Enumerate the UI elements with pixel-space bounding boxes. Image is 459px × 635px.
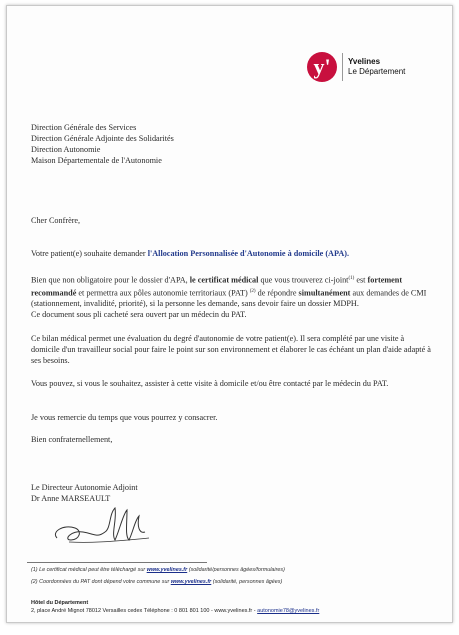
paragraph-2 (31, 273, 432, 320)
p2-bold: fortement recommandé (31, 275, 403, 298)
greeting: Cher Confrère, (31, 216, 81, 225)
closing: Bien confraternellement, (31, 435, 113, 444)
p2-text: que vous trouverez ci-joint (258, 275, 349, 285)
sender-line: Direction Autonomie (31, 145, 101, 154)
logo-line-2: Le Département (348, 67, 406, 76)
p1-text: Votre patient(e) souhaite demander (31, 249, 148, 258)
sender-line: Direction Générale des Services (31, 123, 137, 132)
p2-text: aux demandes de CMI (stationnement, invalidité, priorité), si la personne les demande, sans devoir faire un dossier MDPH. (31, 288, 427, 309)
p2-bold: le certificat médical (189, 275, 259, 285)
footnote-ref-2: (2) (249, 288, 256, 294)
p1-bold: l'Allocation Personnalisée d'Autonomie à domicile (APA). (147, 249, 350, 258)
logo-line-1: Yvelines (348, 57, 381, 66)
yvelines-logo (307, 52, 405, 82)
p2-bold: simultanément (298, 288, 351, 298)
footnote-ref-1: (1) (348, 276, 355, 281)
footer-address (31, 608, 319, 614)
footnote-2-link[interactable]: www.yvelines.fr (170, 579, 212, 585)
footnote-separator (27, 562, 207, 563)
footnote-2-text: (2) Coordonnées du PAT dont dépend votre commune sur (31, 579, 171, 585)
sender-block (31, 122, 432, 166)
paragraph-3: Ce bilan médical permet une évaluation du degré d'autonomie de votre patient(e). Il sera complété par une visite à domicile d'un travailleur social pour faire le point sur son environnement et élaborer le cas échéant un plan d'aide adapté à ses besoins. (31, 334, 431, 365)
footer-org: Hôtel du Département (31, 600, 89, 606)
yvelines-logo-icon (307, 52, 337, 82)
sender-line: Maison Départementale de l'Autonomie (31, 156, 162, 165)
logo-text (348, 57, 405, 77)
logo-mark-text: y' (313, 54, 331, 79)
handwritten-signature (49, 502, 159, 548)
paragraph-5: Je vous remercie du temps que vous pourrez y consacrer. (31, 413, 218, 422)
letter-page (6, 5, 453, 623)
footnote-1-text: (solidarité/personnes âgées/formulaires) (187, 567, 285, 573)
footnote-1-link[interactable]: www.yvelines.fr (146, 567, 188, 573)
p2-text: est (354, 275, 368, 285)
footnote-2-text: (solidarité, personnes âgées) (211, 579, 283, 585)
p2-text: Bien que non obligatoire pour le dossier d'APA, (31, 275, 190, 285)
p2-text: Ce document sous pli cacheté sera ouvert par un médecin du PAT. (31, 310, 247, 320)
signatory-title: Le Directeur Autonomie Adjoint (31, 483, 138, 492)
signatory-block (31, 482, 432, 504)
paragraph-4: Vous pouvez, si vous le souhaitez, assister à cette visite à domicile et/ou être contacté par le médecin du PAT. (31, 379, 389, 388)
footer-email-link[interactable]: autonomie78@yvelines.fr (257, 608, 320, 614)
signatory-name: Dr Anne MARSEAULT (31, 494, 111, 503)
p2-text: et permettra aux pôles autonomie territoriaux (PAT) (76, 288, 250, 298)
p2-text: de répondre (255, 288, 299, 298)
footnote-2 (31, 579, 282, 585)
footnote-1-text: (1) Le certificat médical peut être téléchargé sur (31, 567, 147, 573)
sender-line: Direction Générale Adjointe des Solidarités (31, 134, 174, 143)
footer-address-text: 2, place André Mignot 78012 Versailles cedex Téléphone : 0 801 801 100 - www.yvelines.fr - (31, 608, 258, 614)
logo-divider (342, 53, 343, 81)
paragraph-1 (31, 248, 432, 259)
footnote-1 (31, 567, 285, 573)
